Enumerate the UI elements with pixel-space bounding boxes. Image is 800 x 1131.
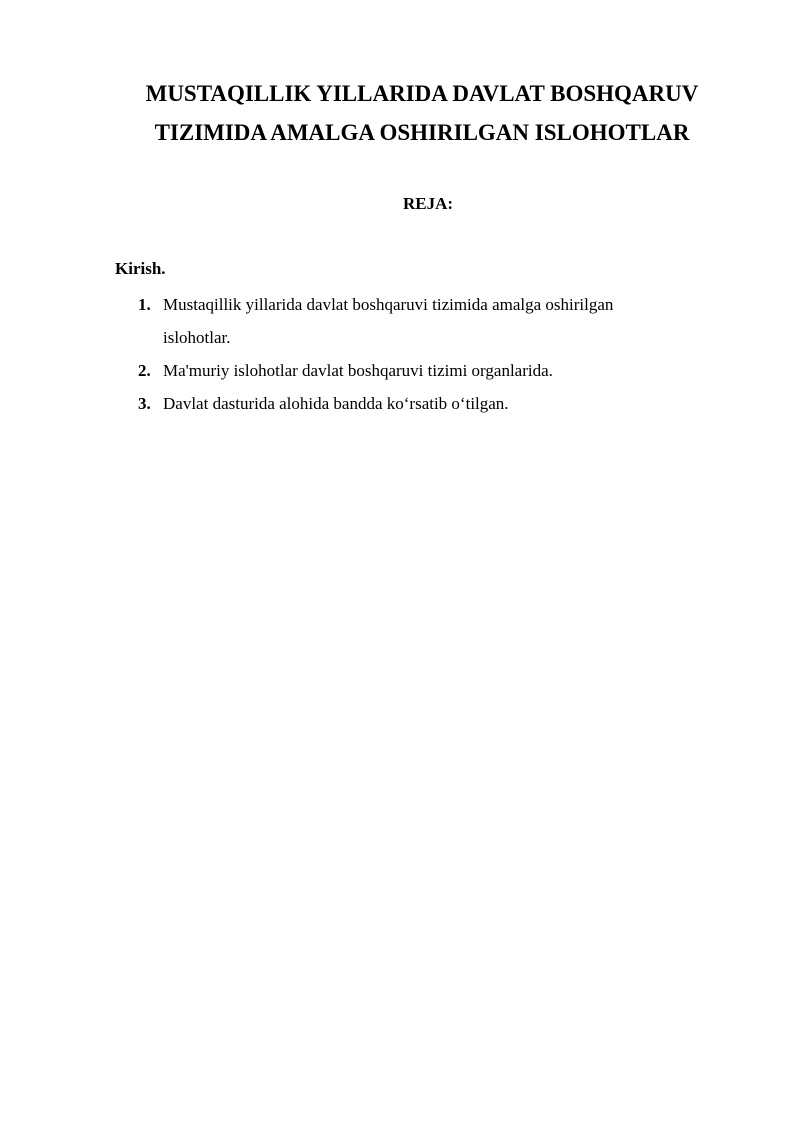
plan-item-number: 2. bbox=[138, 361, 151, 380]
plan-list bbox=[0, 288, 683, 420]
plan-item-number: 1. bbox=[138, 295, 151, 314]
intro-label: Kirish. bbox=[115, 259, 166, 278]
plan-item-text: Davlat dasturida alohida bandda ko‘rsatib o‘tilgan. bbox=[163, 394, 509, 413]
plan-item-text: Ma'muriy islohotlar davlat boshqaruvi tizimi organlarida. bbox=[163, 361, 553, 380]
title-line-2: TIZIMIDA AMALGA OSHIRILGAN ISLOHOTLAR bbox=[154, 120, 690, 145]
plan-item-number: 3. bbox=[138, 394, 151, 413]
plan-item-text: Mustaqillik yillarida davlat boshqaruvi tizimida amalga oshirilgan islohotlar. bbox=[163, 295, 614, 347]
title-line-1: MUSTAQILLIK YILLARIDA DAVLAT BOSHQARUV bbox=[145, 81, 699, 106]
plan-item-2 bbox=[0, 354, 683, 387]
plan-item-3 bbox=[0, 387, 683, 420]
plan-heading: REJA: bbox=[402, 194, 454, 213]
document-title bbox=[100, 74, 744, 152]
plan-item-1 bbox=[0, 288, 683, 354]
